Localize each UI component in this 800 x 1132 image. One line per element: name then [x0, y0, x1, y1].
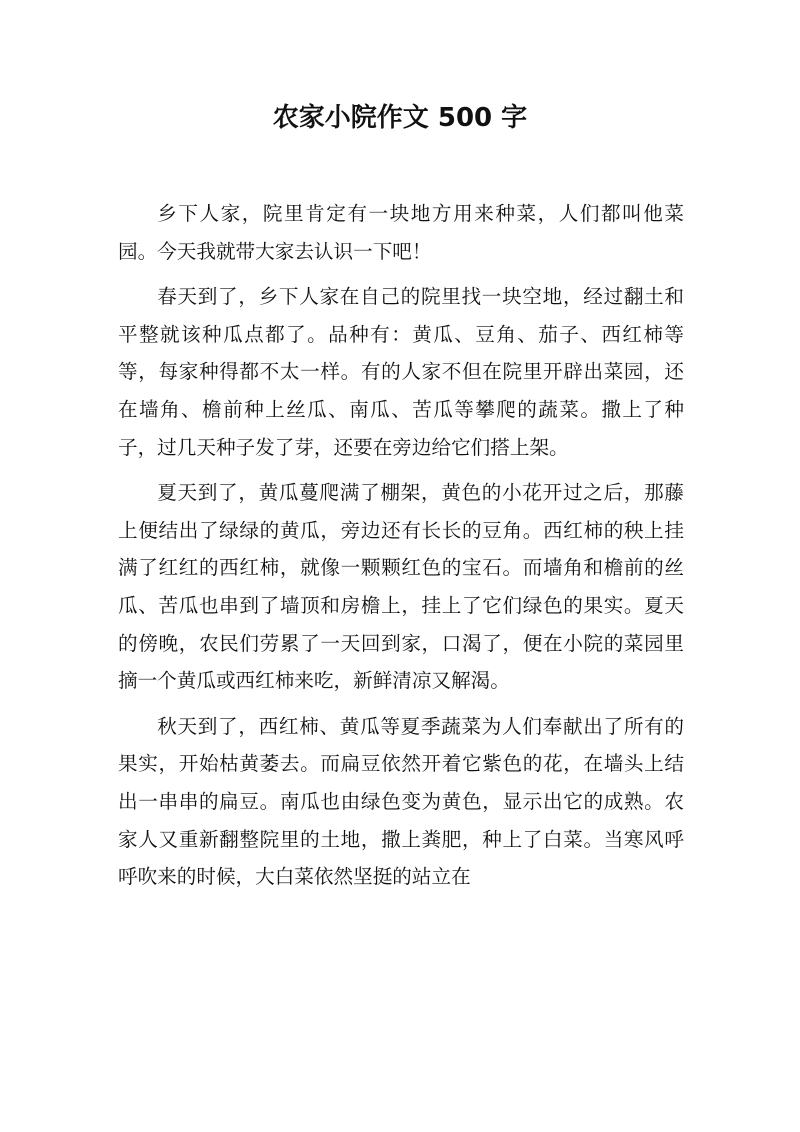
document-title: 农家小院作文 500 字	[272, 103, 528, 133]
paragraph-spring: 春天到了，乡下人家在自己的院里找一块空地，经过翻土和平整就该种瓜点都了。品种有：黄瓜、豆角、茄子、西红柿等等，每家种得都不太一样。有的人家不但在院里开辟出菜园，还在墙角、檐前种上丝瓜、南瓜、苦瓜等攀爬的蔬菜。撒上了种子，过几天种子发了芽，还要在旁边给它们搭上架。	[118, 285, 684, 459]
paragraph-autumn: 秋天到了，西红柿、黄瓜等夏季蔬菜为人们奉献出了所有的果实，开始枯黄萎去。而扁豆依然开着它紫色的花，在墙头上结出一串串的扁豆。南瓜也由绿色变为黄色，显示出它的成熟。农家人又重新翻整院里的土地，撒上粪肥，种上了白菜。当寒风呼呼吹来的时候，大白菜依然坚挺的站立在	[118, 714, 684, 889]
paragraph-intro: 乡下人家，院里肯定有一块地方用来种菜，人们都叫他菜园。今天我就带大家去认识一下吧！	[118, 202, 684, 263]
paragraph-summer: 夏天到了，黄瓜蔓爬满了棚架，黄色的小花开过之后，那藤上便结出了绿绿的黄瓜，旁边还有长长的豆角。西红柿的秧上挂满了红红的西红柿，就像一颗颗红色的宝石。而墙角和檐前的丝瓜、苦瓜也串到了墙顶和房檐上，挂上了它们绿色的果实。夏天的傍晚，农民们劳累了一天回到家，口渴了，便在小院的菜园里摘一个黄瓜或西红柿来吃，新鲜清凉又解渴。	[118, 481, 684, 693]
document-body	[118, 195, 684, 904]
